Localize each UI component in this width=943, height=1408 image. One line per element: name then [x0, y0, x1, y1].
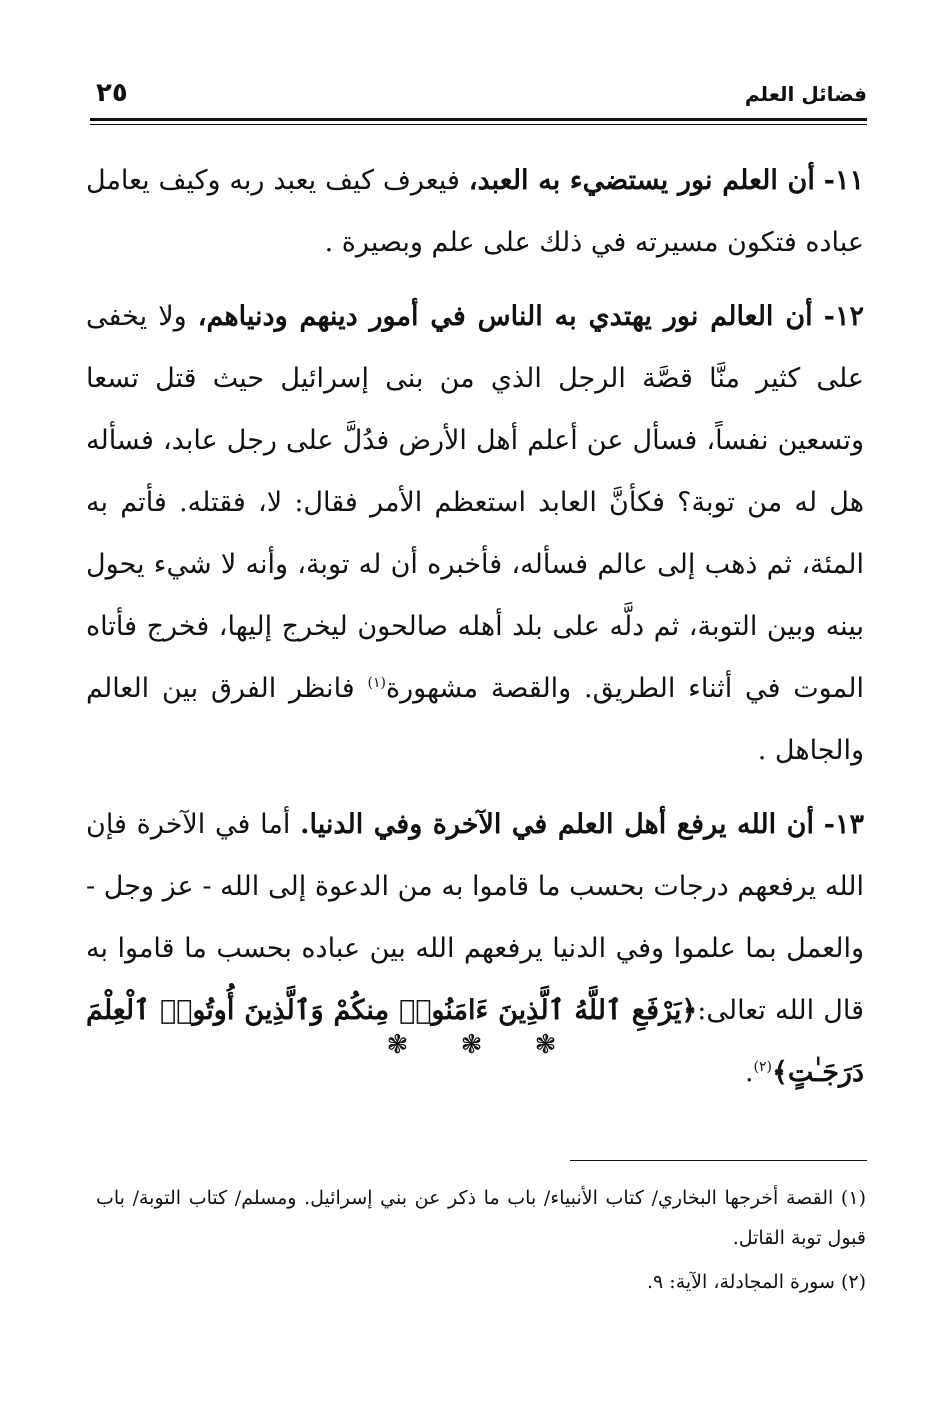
section-separator: ❃ ❃ ❃: [386, 1030, 557, 1060]
footnote-1: (١) القصة أخرجها البخاري/ كتاب الأنبياء/ باب ما ذكر عن بني إسرائيل. ومسلم/ كتاب التوبة/ باب قبول توبة القاتل.: [96, 1187, 866, 1249]
main-text: [86, 150, 864, 1116]
paragraph-11: [86, 150, 864, 274]
item-number: ١٢-: [823, 301, 864, 332]
quran-verse: ﴿يَرْفَعِ ٱللَّهُ ٱلَّذِينَ ءَامَنُوا۟ مِنكُمْ وَٱلَّذِينَ أُوتُوا۟ ٱلْعِلْمَ دَرَجَـٰتٍ﴾: [86, 995, 864, 1088]
item-number: ١٣-: [823, 809, 864, 840]
item-heading: أن العلم نور يستضيء به العبد،: [468, 165, 815, 196]
item-heading: أن العالم نور يهتدي به الناس في أمور دينهم ودنياهم،: [197, 301, 813, 332]
footnotes: [96, 1178, 866, 1306]
item-text: ولا يخفى على كثير منَّا قصَّة الرجل الذي من بنى إسرائيل حيث قتل تسعا وتسعين نفساً، فسأل عن أعلم أهل الأرض فدُلَّ على رجل عابد، فسأله هل له من توبة؟ فكأنَّ العابد استعظم الأمر فقال: لا، فقتله. فأتم به المئة، ثم ذهب إلى عالم فسأله، فأخبره أن له توبة، وأنه لا شيء يحول بينه وبين التوبة، ثم دلَّه على بلد أهله صالحون ليخرج إليها، فخرج فأتاه الموت في أثناء الطريق. والقصة مشهورة: [86, 301, 864, 704]
page-header: [90, 76, 867, 116]
footnote-rule: [570, 1160, 867, 1161]
footnote-ref-2: (٢): [753, 1059, 772, 1075]
paragraph-12: [86, 286, 864, 782]
page-number: ٢٥: [96, 78, 128, 108]
header-rule-thin: [90, 124, 867, 125]
item-number: ١١-: [823, 165, 865, 196]
item-text-end: .: [744, 1057, 754, 1088]
footnote-2: (٢) سورة المجادلة، الآية: ٩.: [646, 1271, 866, 1293]
header-rule-thick: [90, 118, 867, 121]
item-heading: أن الله يرفع أهل العلم في الآخرة وفي الدنيا.: [300, 809, 815, 840]
footnote-ref-1: (١): [367, 675, 386, 691]
item-text: فيعرف كيف يعبد ربه وكيف يعامل عباده فتكون مسيرته في ذلك على علم وبصيرة .: [86, 165, 864, 258]
running-title: فضائل العلم: [744, 82, 867, 106]
item-text: أما في الآخرة فإن الله يرفعهم درجات بحسب ما قاموا به من الدعوة إلى الله - عز وجل - والعمل بما علموا وفي الدنيا يرفعهم الله بين عباده بحسب ما قاموا به قال الله تعالى:: [86, 809, 864, 1026]
item-text-continued: فانظر الفرق بين العالم والجاهل .: [86, 673, 864, 766]
